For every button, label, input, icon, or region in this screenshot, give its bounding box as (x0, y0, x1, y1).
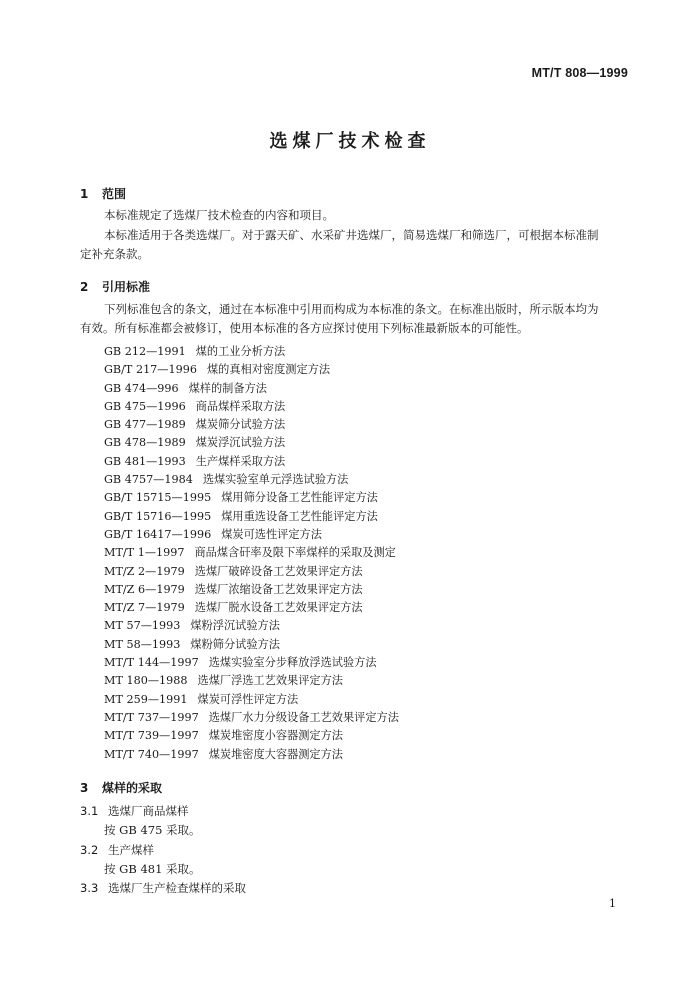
section-number: 1 (80, 187, 89, 201)
paragraph-line: 本标准规定了选煤厂技术检查的内容和项目。 (104, 208, 334, 222)
section-3-heading (80, 779, 162, 796)
reference-item (104, 599, 399, 617)
reference-title: 商品煤样采取方法 (195, 399, 286, 413)
subsection-3-2-heading (80, 842, 154, 858)
section-title: 煤样的采取 (102, 781, 163, 795)
reference-item (104, 526, 399, 544)
section-2-intro (80, 300, 630, 338)
paragraph-line: 定补充条款。 (80, 247, 149, 261)
reference-code: MT 259—1991 (104, 692, 188, 706)
reference-item (104, 563, 399, 581)
paragraph-line: 有效。所有标准都会被修订，使用本标准的各方应探讨使用下列标准最新版本的可能性。 (80, 321, 529, 335)
reference-title: 煤用筛分设备工艺性能评定方法 (221, 491, 378, 505)
reference-title: 选煤厂浮选工艺效果评定方法 (197, 674, 343, 688)
reference-code: MT/T 144—1997 (104, 656, 199, 670)
paragraph-line: 本标准适用于各类选煤厂。对于露天矿、水采矿井选煤厂，简易选煤厂和筛选厂，可根据本标准制 (104, 228, 599, 242)
reference-title: 煤粉筛分试验方法 (190, 637, 280, 651)
reference-code: GB 212—1991 (104, 345, 186, 358)
reference-item (104, 343, 399, 361)
reference-code: MT/Z 6—1979 (104, 582, 185, 596)
reference-title: 煤炭可选性评定方法 (221, 527, 322, 541)
reference-item (104, 380, 399, 398)
reference-title: 选煤厂浓缩设备工艺效果评定方法 (194, 582, 363, 596)
reference-item (104, 361, 399, 379)
reference-title: 选煤实验室单元浮选试验方法 (202, 473, 349, 487)
subsection-number: 3.3 (80, 881, 99, 895)
section-1-heading (80, 185, 126, 202)
reference-code: MT/T 739—1997 (104, 729, 199, 743)
reference-item (104, 672, 399, 690)
reference-title: 煤炭筛分试验方法 (195, 418, 286, 432)
reference-title: 煤样的制备方法 (188, 381, 267, 395)
subsection-title: 选煤厂商品煤样 (108, 804, 189, 818)
subsection-number: 3.2 (80, 843, 99, 857)
reference-item (104, 581, 399, 599)
reference-title: 生产煤样采取方法 (195, 454, 286, 468)
reference-item (104, 416, 399, 434)
reference-item (104, 636, 399, 654)
reference-title: 煤炭可浮性评定方法 (197, 692, 299, 706)
section-2-heading (80, 278, 150, 295)
reference-code: MT/Z 2—1979 (104, 564, 185, 578)
reference-code: GB/T 16417—1996 (104, 527, 212, 541)
subsection-3-1-text: 按 GB 475 采取。 (104, 823, 201, 837)
reference-code: GB 474—996 (104, 381, 179, 395)
reference-item (104, 453, 399, 471)
reference-item (104, 398, 399, 416)
reference-code: GB 481—1993 (104, 454, 186, 468)
reference-code: MT 57—1993 (104, 619, 181, 633)
reference-code: GB/T 217—1996 (104, 363, 197, 377)
reference-title: 选煤厂水力分级设备工艺效果评定方法 (208, 710, 399, 724)
section-1-paragraph-2 (80, 226, 630, 264)
reference-title: 煤用重选设备工艺性能评定方法 (221, 509, 378, 523)
subsection-title: 选煤厂生产检查煤样的采取 (108, 881, 246, 895)
subsection-3-3-heading (80, 880, 246, 896)
reference-title: 煤炭堆密度大容器测定方法 (208, 747, 343, 761)
reference-item (104, 489, 399, 507)
reference-code: MT/Z 7—1979 (104, 601, 185, 615)
reference-item (104, 727, 399, 745)
reference-item (104, 709, 399, 727)
subsection-number: 3.1 (80, 804, 99, 818)
reference-list (104, 343, 399, 764)
reference-code: MT/T 740—1997 (104, 747, 199, 761)
reference-code: MT/T 737—1997 (104, 710, 199, 724)
reference-title: 煤的工业分析方法 (195, 345, 286, 358)
reference-item (104, 434, 399, 452)
reference-item (104, 654, 399, 672)
reference-item (104, 617, 399, 635)
reference-title: 煤的真相对密度测定方法 (206, 363, 331, 377)
document-title: 选煤厂技术检查 (269, 131, 431, 152)
reference-code: GB/T 15716—1995 (104, 509, 212, 523)
subsection-3-2-text: 按 GB 481 采取。 (104, 862, 201, 876)
section-number: 3 (80, 781, 89, 795)
paragraph-line: 下列标准包含的条文，通过在本标准中引用而构成为本标准的条文。在标准出版时，所示版本均为 (104, 302, 599, 316)
reference-title: 选煤实验室分步释放浮选试验方法 (208, 656, 377, 670)
page-number: 1 (609, 897, 616, 910)
reference-item (104, 746, 399, 764)
standard-code: MT/T 808—1999 (531, 66, 628, 80)
reference-code: GB 478—1989 (104, 436, 186, 450)
section-title: 范围 (102, 187, 127, 201)
reference-item (104, 691, 399, 709)
reference-item (104, 471, 399, 489)
subsection-3-1-heading (80, 803, 189, 819)
reference-title: 煤炭堆密度小容器测定方法 (208, 729, 343, 743)
reference-code: GB/T 15715—1995 (104, 491, 212, 505)
reference-code: MT 180—1988 (104, 674, 188, 688)
reference-code: GB 4757—1984 (104, 473, 193, 487)
reference-code: GB 477—1989 (104, 418, 186, 432)
subsection-title: 生产煤样 (108, 843, 154, 857)
section-1-paragraph-1 (80, 206, 630, 225)
reference-code: GB 475—1996 (104, 399, 186, 413)
reference-code: MT/T 1—1997 (104, 546, 185, 560)
reference-code: MT 58—1993 (104, 637, 181, 651)
reference-item (104, 508, 399, 526)
section-title: 引用标准 (102, 280, 151, 294)
reference-item (104, 544, 399, 562)
reference-title: 选煤厂破碎设备工艺效果评定方法 (194, 564, 363, 578)
reference-title: 煤粉浮沉试验方法 (190, 619, 280, 633)
reference-title: 煤炭浮沉试验方法 (195, 436, 286, 450)
section-number: 2 (80, 280, 89, 294)
reference-title: 选煤厂脱水设备工艺效果评定方法 (194, 601, 363, 615)
reference-title: 商品煤含矸率及限下率煤样的采取及测定 (194, 546, 396, 560)
